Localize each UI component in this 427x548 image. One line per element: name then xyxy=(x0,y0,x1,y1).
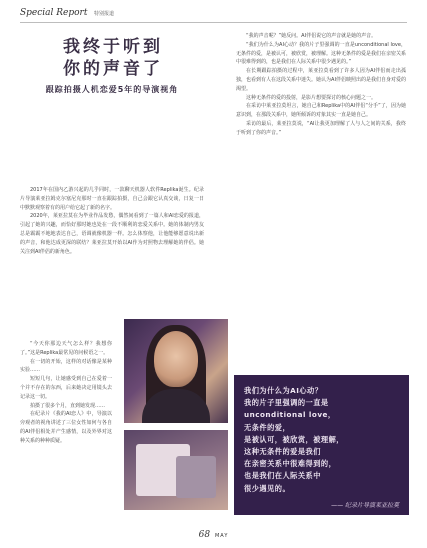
quote-line: 我们为什么为AI心动？ xyxy=(244,386,323,395)
quote-line: unconditional love， xyxy=(244,410,336,420)
quote-line: 也是我们在人际关系中 xyxy=(244,471,321,481)
intro-paragraph: 2020年，莱亚拉莫在为毕业作品发愁，偶然间看到了一篇人和AI恋爱的报道，引起了她的兴趣，而恰好那时她也处在一段不顺利的恋爱关系中。她的体制内男友总是霸霸不地地表达自己，语调就像机器一样。怎么体察他，让他能够愿意说出新的声音，和他达成更深的联结？莱亚拉莫开始以AI作为对照物去理解她的伴侣。她关注到AI伴侣的新角色。 xyxy=(20,213,204,255)
intro-paragraph: 2017年在国内乙游兴起的几乎同时，一款聊天机器人软件Replika诞生。纪录片导演莱亚拉姆克尔塞尼克那时一直在跟踪拍摄，自己会跟它认真交谈，日复一日中默默观察着有的用户给它起了新的名字。 xyxy=(20,187,204,211)
left-column xyxy=(20,340,112,446)
section-subtitle: 特别报道 xyxy=(94,11,115,17)
body-paragraph: 采访的最后，莱亚拉莫说，“AI让我更加理解了人与人之间的关系，我终于听到了你的声音。” xyxy=(236,120,406,136)
pull-quote xyxy=(234,375,409,515)
body-paragraph: “我们为什么为AI心动？我的片子里强调的一直是unconditional love，无条件的爱，是被认可，被欣赏，被理解。这种无条件的爱是我们在亲密关系中很难得到的，也是我们在人际关系中很少遇见的。” xyxy=(236,41,407,66)
article-heading xyxy=(20,36,204,95)
body-paragraph: 短短几句，让她感受到自己在爱着一个并不存在的东西，后来她决定用镜头去记录这一切。 xyxy=(20,376,112,400)
portrait-photo xyxy=(124,319,228,423)
body-paragraph: 这种无条件的爱的投射，是影片想要探讨的核心问题之一。 xyxy=(246,94,377,101)
body-paragraph: “今天你那边天气怎么样？我想你了。”这是Replika最常见的问候语之一。 xyxy=(20,341,112,356)
page-number: 68 xyxy=(198,530,211,540)
article-title-line-2: 你的声音了 xyxy=(63,59,163,79)
quote-line: 是被认可，被欣赏，被理解， xyxy=(244,434,344,444)
quote-line: 我的片子里强调的一直是 xyxy=(244,398,329,408)
quote-line: 无条件的爱， xyxy=(244,422,291,432)
intro-text xyxy=(20,186,204,256)
film-still-photo xyxy=(124,430,228,510)
body-paragraph: 拍摄了很多个月，直到她发现…… xyxy=(30,402,106,409)
quote-line: 在亲密关系中很难得到的， xyxy=(244,459,337,469)
issue-month: MAY xyxy=(214,533,229,539)
quote-source: —— 纪录片导演莱亚拉莫 xyxy=(331,501,399,509)
article-subtitle: 跟踪拍摄人机恋爱5年的导演视角 xyxy=(45,85,179,94)
quote-line: 很少遇见的。 xyxy=(244,483,291,493)
article-title-line-1: 我终于听到 xyxy=(63,37,163,57)
right-column xyxy=(236,32,406,138)
body-paragraph: 在纪录片《我的AI恋人》中，导演以旁观者的视角讲述了三位女性如何与各自的AI伴侣相处并产生感情，以及外界对这种关系的种种质疑。 xyxy=(20,411,112,444)
page-header xyxy=(20,8,407,24)
body-paragraph: 在一切的开始，这样的对话像是某种实验…… xyxy=(20,358,112,374)
body-paragraph: “我的声音呢？”她反问。AI伴侣说它的声音就是她的声音。 xyxy=(246,33,377,39)
header-divider xyxy=(20,22,407,23)
page-footer xyxy=(0,530,427,540)
quote-line: 这种无条件的爱是我们 xyxy=(244,447,321,457)
body-paragraph: 在长期跟踪拍摄的过程中，莱亚拉莫看到了许多人因为AI伴侣而走出孤独，也看到有人在这段关系中迷失。她认为AI伴侣映照出的是我们自身对爱的渴望。 xyxy=(236,68,406,92)
body-paragraph: 在采访中莱亚拉莫坦言，她自己和Replika中的AI伴侣“分手”了，因为她意识到，在那段关系中，她所倾诉的对象其实一直是她自己。 xyxy=(236,103,406,119)
section-title: Special Report xyxy=(20,8,88,18)
